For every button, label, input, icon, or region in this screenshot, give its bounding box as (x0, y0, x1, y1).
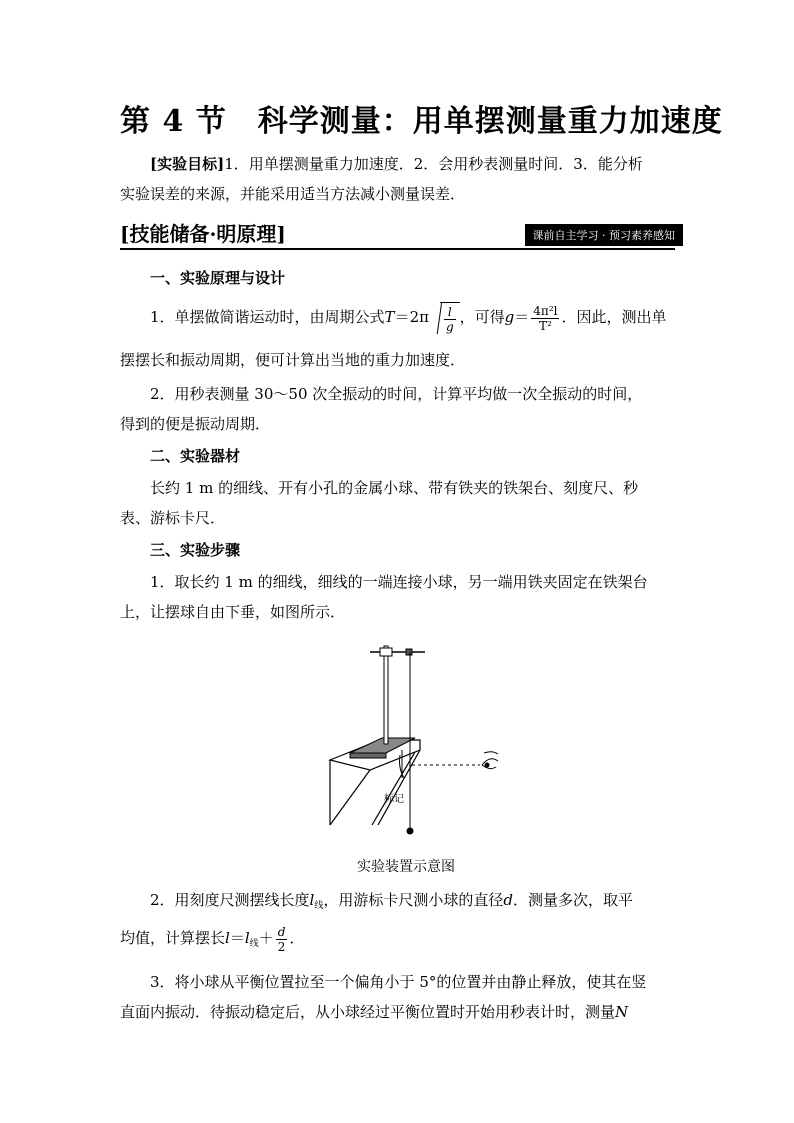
s2l2-eq: ＝ (229, 929, 245, 947)
equipment-heading: 二、实验器材 (150, 447, 241, 465)
s2-text-c: ．测量多次，取平 (513, 891, 634, 909)
p1-var-T: T (384, 308, 395, 326)
clamp-block (380, 648, 392, 656)
equipment-line1: 长约 1 m 的细线、开有小孔的金属小球、带有铁夹的铁架台、刻度尺、秒 (150, 479, 639, 497)
section-title: [技能储备·明原理] (120, 222, 286, 246)
principle-p1-line2: 摆摆长和振动周期，便可计算出当地的重力加速度． (120, 351, 466, 369)
p1-eq: ＝2π (394, 308, 429, 326)
principle-heading: 一、实验原理与设计 (150, 269, 286, 287)
s2-text-a: 2．用刻度尺测摆线长度 (150, 891, 310, 909)
table-brace (330, 770, 370, 825)
section-header (120, 218, 675, 250)
objective-line-1 (150, 154, 643, 174)
principle-p1-line1 (150, 302, 666, 334)
sqrt-symbol (431, 302, 460, 334)
step3-line1: 3．将小球从平衡位置拉至一个偏角小于 5°的位置并由静止释放，使其在竖 (150, 973, 647, 991)
eye-icon (482, 752, 498, 769)
s2l2-var-l: l (225, 929, 230, 947)
step2-line1 (150, 890, 633, 916)
principle-p2-line1: 2．用秒表测量 30～50 次全振动的时间，计算平均做一次全振动的时间， (150, 385, 643, 403)
fraction-d-2 (276, 925, 288, 954)
page-title: 第 4 节 科学测量：用单摆测量重力加速度 (120, 104, 723, 139)
objective-label: [实验目标] (150, 155, 225, 173)
fraction-4pi2l-T2 (531, 304, 559, 333)
pendulum-bob (407, 828, 414, 835)
stand-base-side (350, 753, 386, 758)
step3-line2 (120, 1002, 628, 1022)
p1-text-b: ，可得 (459, 308, 505, 326)
p1-text-c: ．因此，测出单 (561, 308, 667, 326)
frac-g: g (445, 319, 454, 334)
step1-line1: 1．取长约 1 m 的细线，细线的一端连接小球，另一端用铁夹固定在铁架台 (150, 573, 648, 591)
principle-p2-line2: 得到的便是振动周期． (120, 415, 271, 433)
s3-var-N: N (615, 1003, 629, 1021)
objective-line-2: 实验误差的来源，并能采用适当方法减小测量误差． (120, 185, 466, 203)
s2-sub: 线 (314, 901, 324, 911)
equipment-line2: 表、游标卡尺． (120, 509, 226, 527)
section-tag: 课前自主学习 · 预习素养感知 (525, 224, 684, 246)
step1-line2: 上，让摆球自由下垂，如图所示． (120, 603, 346, 621)
steps-heading: 三、实验步骤 (150, 541, 241, 559)
s2l2-var-l2: l (244, 929, 250, 947)
pendulum-apparatus-figure (320, 640, 520, 840)
frac-2: 2 (277, 939, 286, 954)
stand-rod (384, 646, 388, 744)
mark-label: 标记 (384, 794, 404, 805)
clamp-jaw (406, 649, 412, 655)
frac-d: d (277, 924, 286, 939)
s2-var-l: l (309, 891, 315, 909)
frac-denominator: T² (538, 318, 552, 333)
p1-var-g: g (504, 308, 515, 326)
s2-var-d: d (503, 891, 513, 909)
figure-caption: 实验装置示意图 (357, 859, 455, 875)
p1-eq2: ＝ (514, 308, 530, 326)
s3-text-a: 直面内振动．待振动稳定后，从小球经过平衡位置时开始用秒表计时，测量 (120, 1003, 616, 1021)
s2-text-b: ，用游标卡尺测小球的直径 (323, 891, 504, 909)
s2l2-plus: ＋ (258, 929, 274, 947)
s2l2-text-a: 均值，计算摆长 (120, 929, 226, 947)
s2l2-end: ． (289, 929, 305, 947)
objective-text-1: 1．用单摆测量重力加速度．2．会用秒表测量时间．3．能分析 (224, 155, 643, 173)
frac-l: l (444, 305, 456, 320)
frac-numerator: 4π²l (533, 303, 558, 318)
s2l2-sub: 线 (249, 939, 259, 949)
p1-text-a: 1．单摆做简谐运动时，由周期公式 (150, 308, 385, 326)
step2-line2 (120, 920, 304, 962)
